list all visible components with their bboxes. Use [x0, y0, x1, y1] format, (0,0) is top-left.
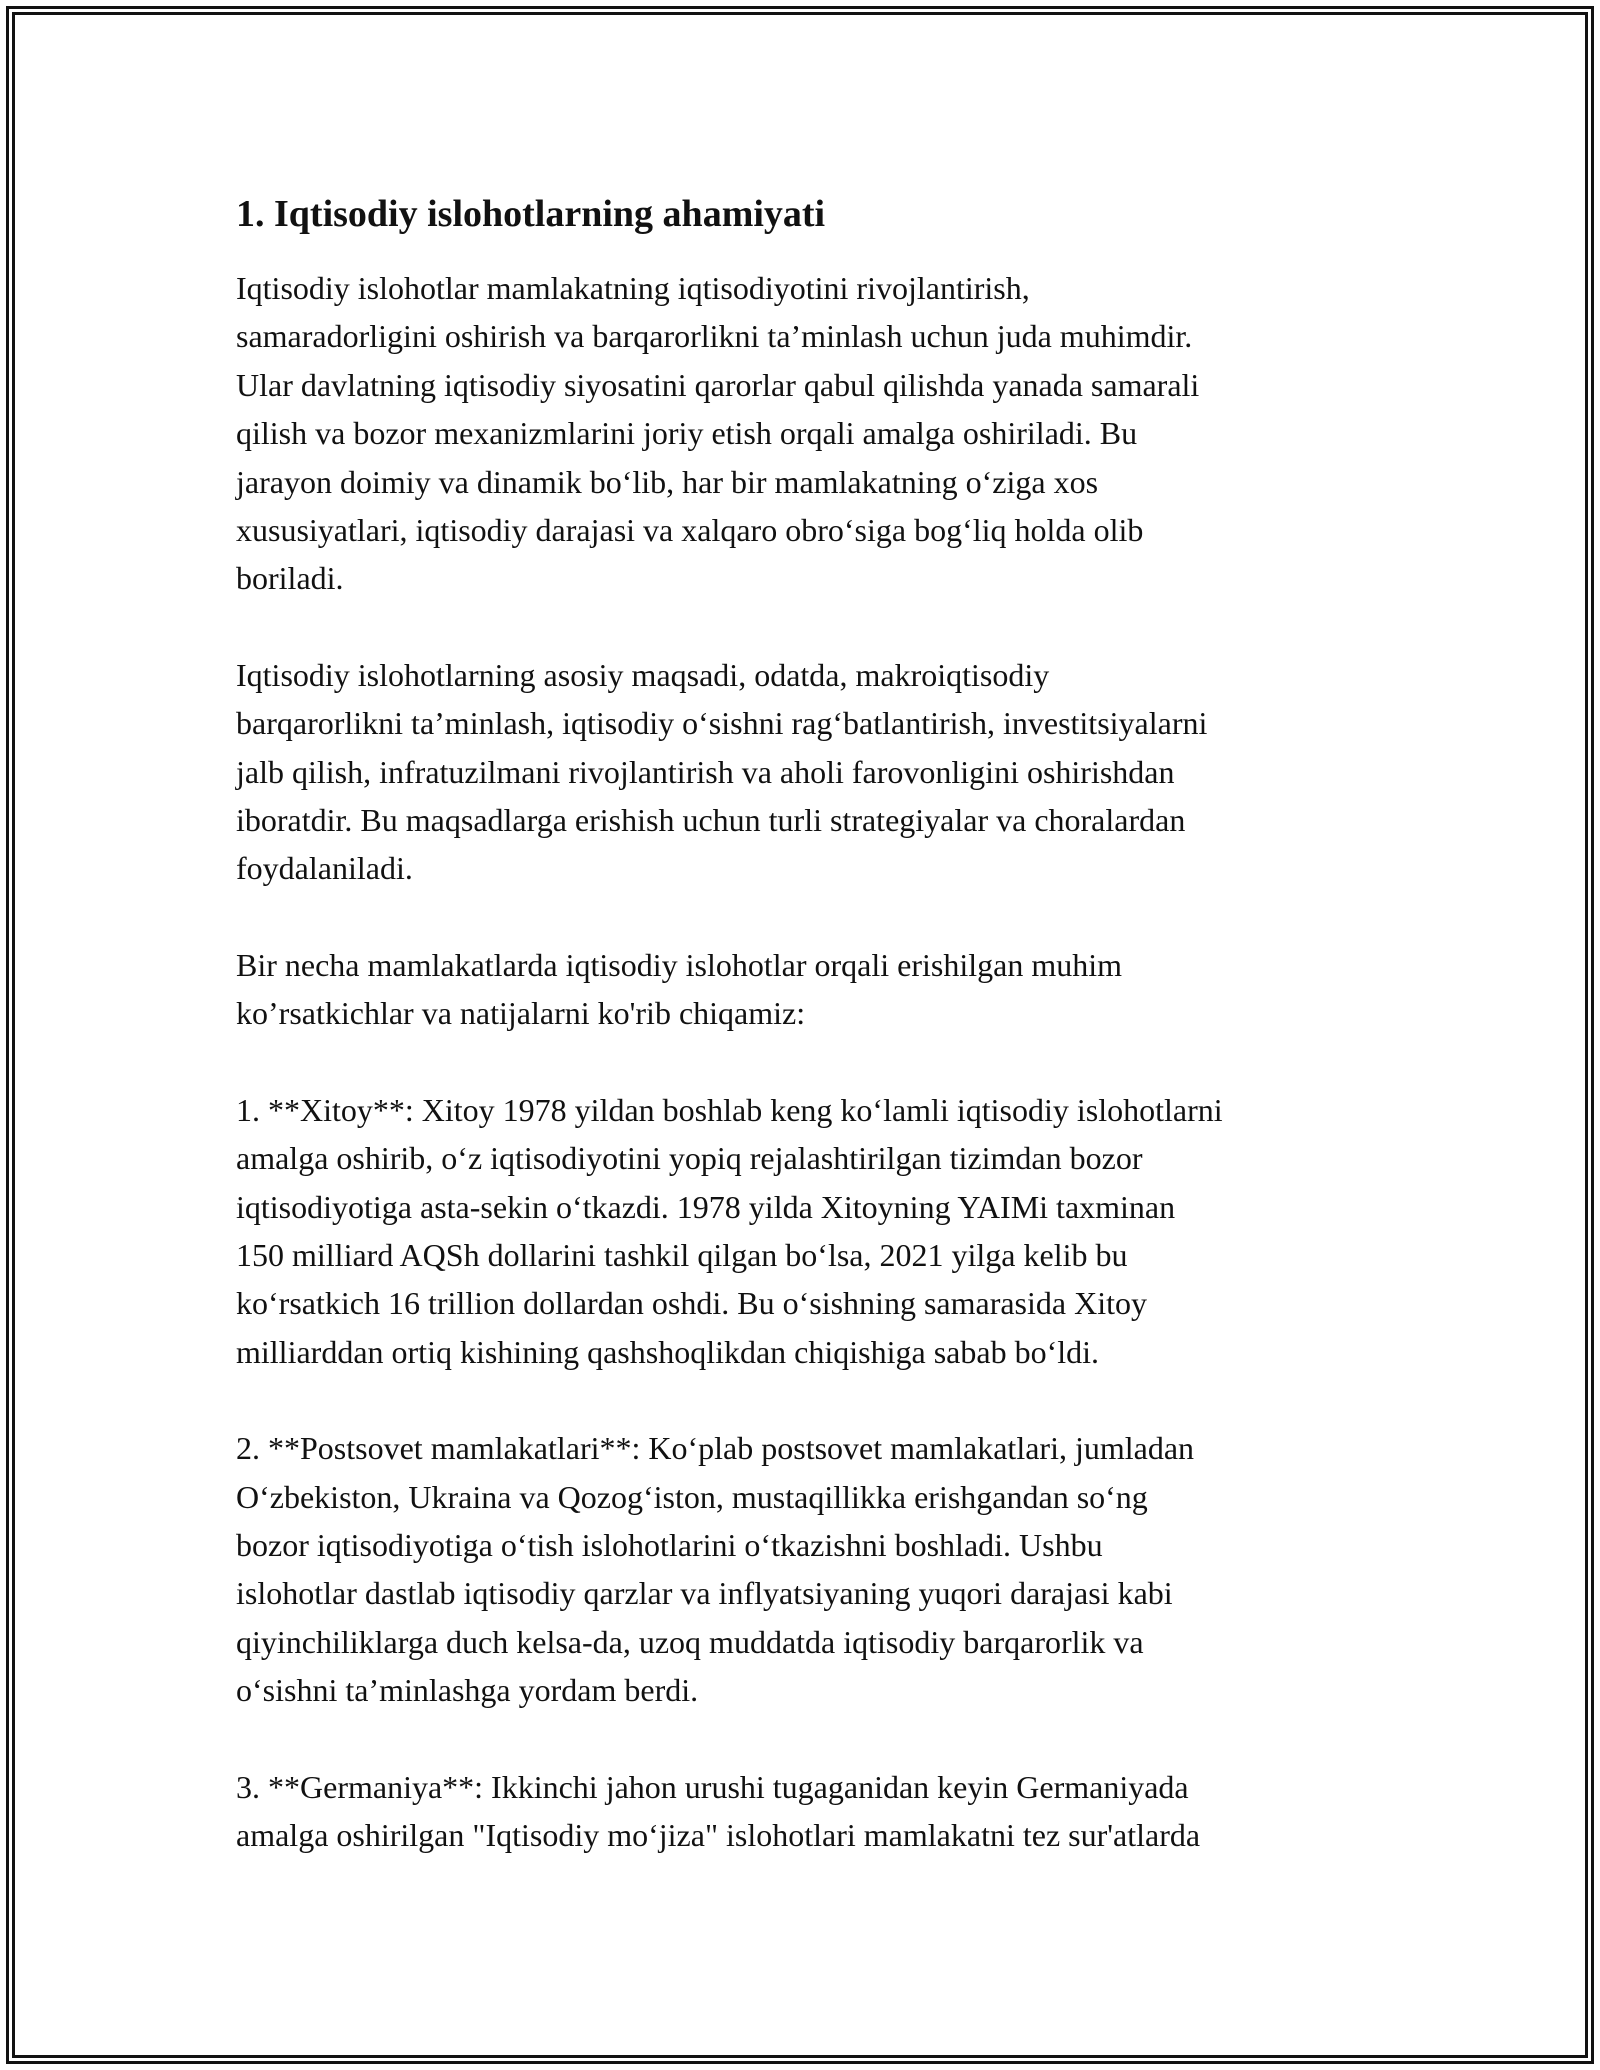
text-line: 3. **Germaniya**: Ikkinchi jahon urushi tugaganidan keyin Germaniyada [236, 1768, 1189, 1805]
text-line: koʻrsatkich 16 trillion dollardan oshdi. Bu oʻsishning samarasida Xitoy [236, 1285, 1147, 1322]
paragraph-intro-examples [236, 941, 1406, 1038]
text-line: iboratdir. Bu maqsadlarga erishish uchun turli strategiyalar va choralardan [236, 802, 1186, 839]
text-line: amalga oshirilgan "Iqtisodiy moʻjiza" islohotlari mamlakatni tez sur'atlarda [236, 1816, 1201, 1853]
text-line: islohotlar dastlab iqtisodiy qarzlar va inflyatsiyaning yuqori darajasi kabi [236, 1575, 1173, 1612]
list-item-post-soviet [236, 1424, 1406, 1714]
text-line: Oʻzbekiston, Ukraina va Qozogʻiston, mustaqillikka erishgandan soʻng [236, 1478, 1148, 1515]
text-line: 1. **Xitoy**: Xitoy 1978 yildan boshlab keng koʻlamli iqtisodiy islohotlarni [236, 1091, 1223, 1128]
text-line: Iqtisodiy islohotlar mamlakatning iqtisodiyotini rivojlantirish, [236, 270, 1030, 306]
list-item-germany [236, 1763, 1406, 1860]
text-line: iqtisodiyotiga asta-sekin oʻtkazdi. 1978 yilda Xitoyning YAIMi taxminan [236, 1188, 1176, 1225]
text-line: foydalaniladi. [236, 850, 413, 887]
section-title: 1. Iqtisodiy islohotlarning ahamiyati [236, 193, 826, 235]
text-line: 150 milliard AQSh dollarini tashkil qilgan boʻlsa, 2021 yilga kelib bu [236, 1236, 1128, 1273]
text-line: jarayon doimiy va dinamik boʻlib, har bir mamlakatning oʻziga xos [236, 463, 1099, 500]
document-body [236, 186, 1406, 1907]
text-line: Bir necha mamlakatlarda iqtisodiy islohotlar orqali erishilgan muhim [236, 946, 1123, 983]
paragraph-goals [236, 651, 1406, 893]
text-line: ko’rsatkichlar va natijalarni ko'rib chiqamiz: [236, 995, 806, 1032]
text-line: barqarorlikni ta’minlash, iqtisodiy oʻsishni ragʻbatlantirish, investitsiyalarni [236, 705, 1208, 742]
text-line: qilish va bozor mexanizmlarini joriy etish orqali amalga oshiriladi. Bu [236, 415, 1138, 452]
text-line: xususiyatlari, iqtisodiy darajasi va xalqaro obroʻsiga bogʻliq holda olib [236, 512, 1144, 549]
text-line: milliarddan ortiq kishining qashshoqlikdan chiqishiga sabab boʻldi. [236, 1333, 1099, 1370]
text-line: bozor iqtisodiyotiga oʻtish islohotlarini oʻtkazishni boshladi. Ushbu [236, 1526, 1103, 1563]
text-line: 2. **Postsovet mamlakatlari**: Koʻplab postsovet mamlakatlari, jumladan [236, 1430, 1195, 1467]
text-line: Ular davlatning iqtisodiy siyosatini qarorlar qabul qilishda yanada samarali [236, 366, 1200, 403]
text-line: qiyinchiliklarga duch kelsa-da, uzoq muddatda iqtisodiy barqarorlik va [236, 1623, 1144, 1660]
text-line: amalga oshirib, oʻz iqtisodiyotini yopiq rejalashtirilgan tizimdan bozor [236, 1140, 1143, 1177]
text-line: boriladi. [236, 560, 344, 597]
text-line: oʻsishni ta’minlashga yordam berdi. [236, 1672, 699, 1709]
paragraph-importance [236, 264, 1406, 603]
list-item-china [236, 1086, 1406, 1376]
text-line: jalb qilish, infratuzilmani rivojlantirish va aholi farovonligini oshirishdan [236, 753, 1175, 790]
text-line: samaradorligini oshirish va barqarorlikni ta’minlash uchun juda muhimdir. [236, 318, 1193, 355]
text-line: Iqtisodiy islohotlarning asosiy maqsadi, odatda, makroiqtisodiy [236, 656, 1050, 693]
